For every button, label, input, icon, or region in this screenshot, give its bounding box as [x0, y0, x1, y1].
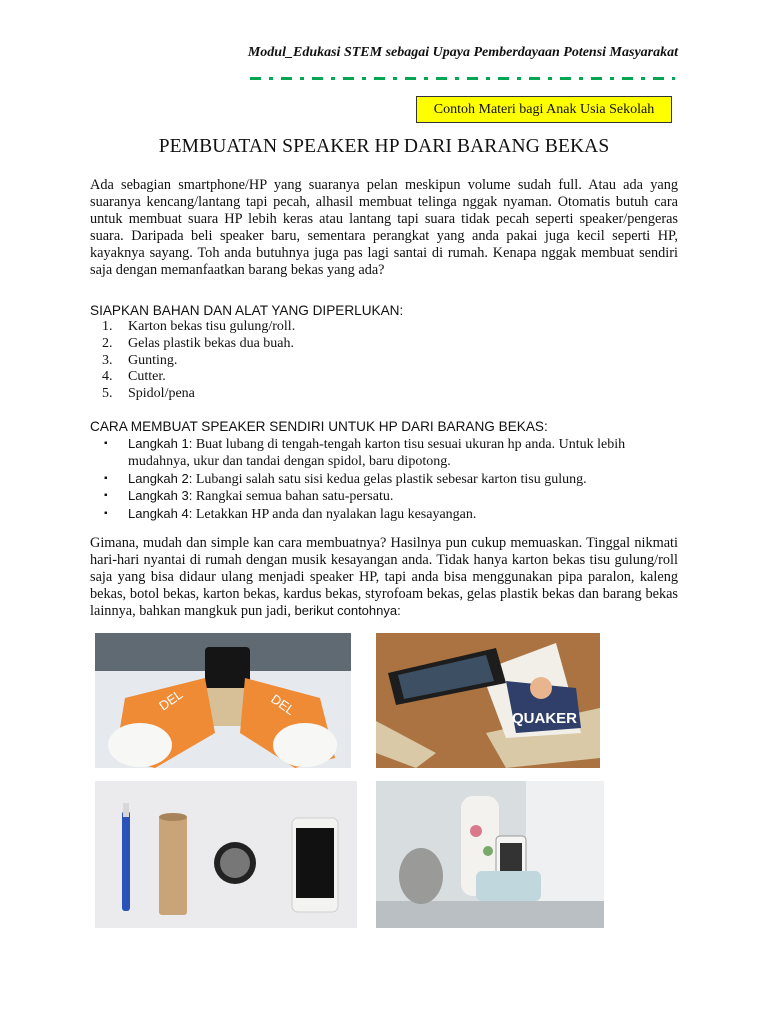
divider-dash [393, 77, 397, 80]
intro-paragraph: Ada sebagian smartphone/HP yang suaranya pelan meskipun volume sudah full. Atau ada yang suaranya kencang/lantang tapi pecah, alhasil membuat telinga nggak nyaman. Otomatis butuh cara untuk membuat suara HP lebih keras atau lantang tapi suara tidak pecah seperti speaker/pengeras suara. Daripada beli speaker baru, sementara perangkat yang anda pakai juga kecil seperti HP, kayaknya sayang. Toh anda butuhnya juga pas lagi santai di rumah. Kenapa nggak membuat sendiri saja dengan memanfaatkan barang bekas yang ada? [90, 177, 678, 278]
list-number: 5. [102, 386, 113, 402]
divider-dash [455, 77, 459, 80]
steps-heading: CARA MEMBUAT SPEAKER SENDIRI UNTUK HP DARI BARANG BEKAS: [90, 419, 548, 434]
cup-brand-right: DEL [268, 691, 298, 718]
divider-dash [653, 77, 664, 80]
divider-dash [486, 77, 490, 80]
cup-brand-left: DEL [156, 686, 186, 714]
divider-dash [405, 77, 416, 80]
divider-dash [591, 77, 602, 80]
header-divider [250, 77, 675, 81]
audience-badge: Contoh Materi bagi Anak Usia Sekolah [416, 96, 672, 123]
list-text: Gelas plastik bekas dua buah. [128, 335, 295, 351]
list-item [90, 369, 295, 386]
list-text: Spidol/pena [128, 386, 195, 402]
divider-dash [672, 77, 675, 80]
list-item [90, 506, 650, 524]
list-number: 1. [102, 319, 113, 334]
step-text: Letakkan HP anda dan nyalakan lagu kesayangan. [195, 507, 477, 523]
divider-dash [331, 77, 335, 80]
step-label: Langkah 4: [128, 506, 193, 522]
bullet-icon: ▪ [104, 472, 108, 484]
step-label: Langkah 3: [128, 488, 193, 504]
bullet-icon: ▪ [104, 490, 108, 502]
list-item [90, 336, 295, 353]
divider-dash [374, 77, 385, 80]
list-text: Gunting. [128, 352, 178, 368]
list-number: 3. [102, 352, 113, 368]
photo-paper-cup-speaker [95, 633, 351, 768]
closing-tail: berikut contohnya: [294, 602, 401, 618]
divider-dash [498, 77, 509, 80]
divider-dash [517, 77, 521, 80]
materials-heading: SIAPKAN BAHAN DAN ALAT YANG DIPERLUKAN: [90, 303, 404, 318]
step-label: Langkah 2: [128, 470, 193, 486]
divider-dash [579, 77, 583, 80]
closing-paragraph [90, 535, 678, 620]
list-item [90, 488, 650, 506]
bullet-icon: ▪ [104, 438, 108, 449]
divider-dash [343, 77, 354, 80]
divider-dash [467, 77, 478, 80]
photo-decorated-speaker [376, 781, 604, 928]
list-text: Cutter. [128, 369, 166, 385]
divider-dash [362, 77, 366, 80]
divider-dash [269, 77, 273, 80]
list-item [90, 319, 295, 336]
divider-dash [312, 77, 323, 80]
page-title: PEMBUATAN SPEAKER HP DARI BARANG BEKAS [158, 136, 610, 157]
divider-dash [560, 77, 571, 80]
divider-dash [436, 77, 447, 80]
divider-dash [300, 77, 304, 80]
quaker-box-speaker-image [376, 633, 600, 768]
paper-cup-speaker-image [95, 633, 351, 768]
materials-image [95, 781, 357, 928]
list-item [90, 386, 295, 403]
list-text: Karton bekas tisu gulung/roll. [128, 319, 296, 334]
divider-dash [281, 77, 292, 80]
list-number: 4. [102, 369, 113, 385]
divider-dash [641, 77, 645, 80]
divider-dash [424, 77, 428, 80]
divider-dash [622, 77, 633, 80]
photo-quaker-box-speaker [376, 633, 600, 768]
list-item [90, 353, 295, 370]
bullet-icon: ▪ [104, 508, 108, 520]
closing-text: Gimana, mudah dan simple kan cara membuatnya? Hasilnya pun cukup memuaskan. Tinggal nikmati hari-hari nyantai di rumah dengan musik kesayangan anda. Tidak hanya karton bekas tisu gulung/roll saja yang bisa didaur ulang menjadi speaker HP, tapi anda bisa menggunakan pipa paralon, kaleng bekas, botol bekas, karton bekas, kardus bekas, styrofoam bekas, gelas plastik bekas dan barang bekas lainnya, bahkan mangkuk pun jadi, [90, 535, 678, 619]
materials-list [90, 319, 295, 403]
steps-list [90, 436, 650, 524]
divider-dash [529, 77, 540, 80]
divider-dash [250, 77, 261, 80]
photo-materials [95, 781, 357, 928]
quaker-brand: QUAKER [512, 710, 578, 727]
step-text: Rangkai semua bahan satu-persatu. [195, 489, 394, 505]
step-label: Langkah 1: [128, 436, 193, 451]
divider-dash [610, 77, 614, 80]
divider-dash [548, 77, 552, 80]
list-item [90, 436, 650, 471]
decorated-speaker-image [376, 781, 604, 928]
module-header-title: Modul_Edukasi STEM sebagai Upaya Pemberdayaan Potensi Masyarakat [247, 45, 678, 60]
list-item [90, 471, 650, 489]
step-text: Buat lubang di tengah-tengah karton tisu sesuai ukuran hp anda. Untuk lebih mudahnya, ukur dan tandai dengan spidol, baru dipotong. [128, 437, 626, 469]
list-number: 2. [102, 335, 113, 351]
step-text: Lubangi salah satu sisi kedua gelas plastik sebesar karton tisu gulung. [195, 471, 587, 487]
